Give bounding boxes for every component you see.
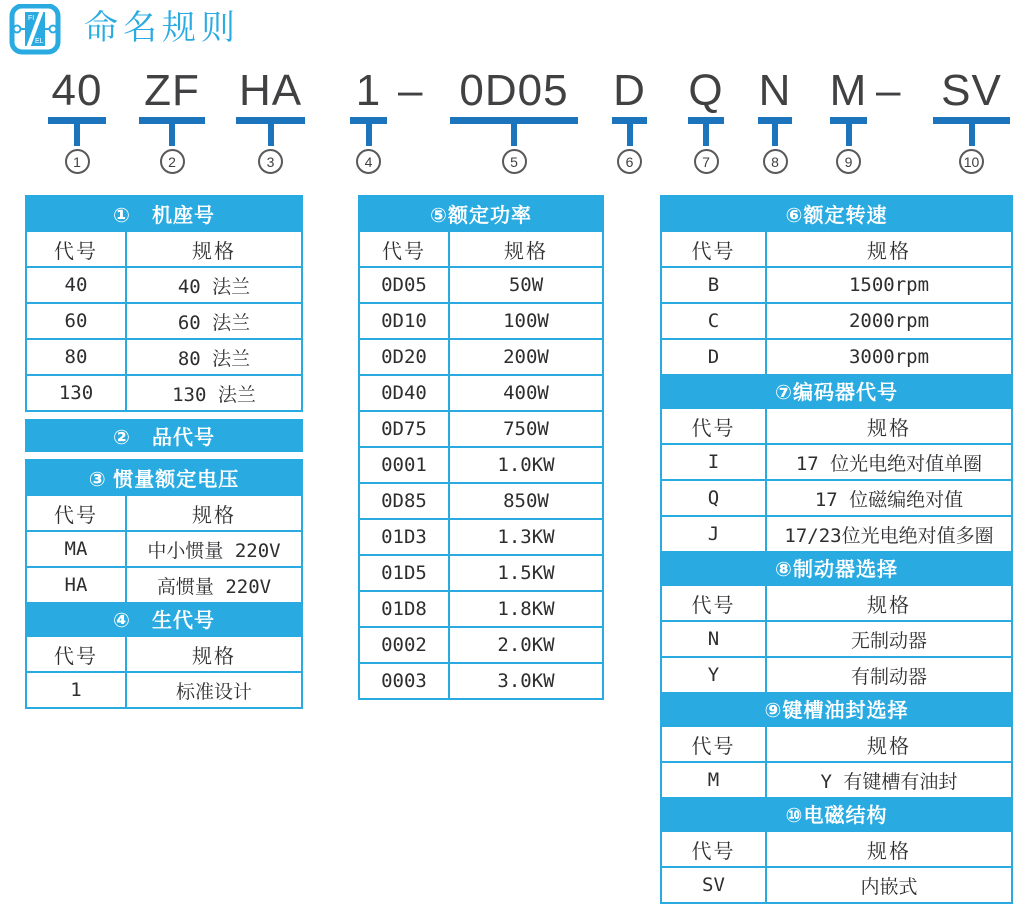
table-row	[360, 482, 602, 518]
code-cell: Q	[662, 481, 767, 515]
code-column-header: 代号	[662, 727, 767, 761]
segment-tick	[169, 124, 175, 146]
spec-column-header: 规格	[192, 645, 236, 668]
table-row	[27, 266, 301, 302]
column-header-row	[27, 635, 301, 671]
section-header-magnetic-structure: ⑩电磁结构	[662, 797, 1011, 830]
code-column-header: 代号	[27, 232, 127, 266]
segment-tick	[511, 124, 517, 146]
code-segment-9	[830, 66, 867, 174]
code-cell: 0D20	[360, 340, 450, 374]
spec-cell: 60 法兰	[177, 311, 251, 334]
section-keyway-oil-seal-option	[662, 692, 1011, 797]
spec-cell: 1.5KW	[497, 562, 555, 584]
spec-cell: 3000rpm	[848, 346, 930, 368]
legend-column-middle	[358, 195, 604, 707]
code-segment-4	[350, 66, 387, 174]
legend-table-block	[660, 195, 1013, 904]
table-row	[662, 266, 1011, 302]
table-row	[662, 620, 1011, 656]
spec-cell: Y 有键槽有油封	[820, 770, 958, 793]
table-row	[27, 302, 301, 338]
table-row	[360, 626, 602, 662]
code-cell: M	[662, 763, 767, 797]
spec-cell: 内嵌式	[860, 875, 918, 898]
section-inertia-rated-voltage	[27, 461, 301, 602]
spec-cell: 750W	[503, 418, 549, 440]
code-segment-8	[758, 66, 792, 174]
code-segment-text: HA	[238, 66, 303, 115]
spec-column-header: 规格	[192, 240, 236, 263]
table-row	[27, 338, 301, 374]
code-cell: 0D10	[360, 304, 450, 338]
spec-cell: 100W	[503, 310, 549, 332]
section-design-code	[27, 602, 301, 707]
segment-underline	[830, 117, 867, 124]
section-header-inertia-rated-voltage: ③ 惯量额定电压	[27, 461, 301, 494]
code-segment-1	[48, 66, 106, 174]
code-cell: N	[662, 622, 767, 656]
legend-table-block	[25, 419, 303, 452]
legend-column-right	[660, 195, 1013, 911]
legend-column-left	[25, 195, 303, 716]
table-row	[662, 656, 1011, 692]
spec-cell: 130 法兰	[172, 383, 256, 406]
spec-cell: 1.3KW	[497, 526, 555, 548]
segment-underline	[350, 117, 387, 124]
section-rated-power	[360, 197, 602, 698]
table-row	[662, 443, 1011, 479]
code-cell: 0D40	[360, 376, 450, 410]
code-segment-text: D	[613, 66, 646, 115]
code-segment-text: 1	[355, 66, 382, 115]
table-row	[360, 410, 602, 446]
segment-tick	[969, 124, 975, 146]
spec-column-header: 规格	[504, 240, 548, 263]
segment-number-badge: 10	[959, 149, 984, 174]
code-cell: MA	[27, 532, 127, 566]
code-column-header: 代号	[27, 637, 127, 671]
table-row	[27, 530, 301, 566]
column-header-row	[360, 230, 602, 266]
spec-cell: 80 法兰	[177, 347, 251, 370]
spec-cell: 17 位光电绝对值单圈	[795, 452, 983, 475]
segment-tick	[703, 124, 709, 146]
segment-underline	[612, 117, 647, 124]
code-cell: 01D8	[360, 592, 450, 626]
section-header-product-code: ② 品代号	[25, 419, 303, 452]
code-cell: 0003	[360, 664, 450, 698]
code-cell: D	[662, 340, 767, 374]
code-segment-text: N	[758, 66, 792, 115]
spec-column-header: 规格	[867, 735, 911, 758]
code-segment-6	[612, 66, 647, 174]
section-encoder-code	[662, 374, 1011, 551]
code-cell: 60	[27, 304, 127, 338]
code-segment-text: M	[829, 66, 868, 115]
segment-tick	[366, 124, 372, 146]
code-cell: 0D85	[360, 484, 450, 518]
section-header-rated-power: ⑤额定功率	[360, 197, 602, 230]
spec-column-header: 规格	[867, 417, 911, 440]
segment-number-badge: 8	[763, 149, 788, 174]
code-segment-7	[688, 66, 724, 174]
column-header-row	[662, 584, 1011, 620]
table-row	[27, 374, 301, 410]
code-dash: –	[398, 66, 423, 115]
segment-tick	[268, 124, 274, 146]
table-row	[662, 479, 1011, 515]
svg-text:FI: FI	[28, 15, 35, 22]
table-row	[662, 515, 1011, 551]
section-brake-option	[662, 551, 1011, 692]
code-cell: B	[662, 268, 767, 302]
code-cell: J	[662, 517, 767, 551]
table-row	[27, 671, 301, 707]
table-row	[360, 266, 602, 302]
spec-column-header: 规格	[867, 240, 911, 263]
section-product-code	[25, 419, 303, 452]
legend-table-block	[358, 195, 604, 700]
section-header-design-code: ④ 生代号	[27, 602, 301, 635]
spec-cell: 850W	[503, 490, 549, 512]
section-rated-speed	[662, 197, 1011, 374]
segment-underline	[933, 117, 1010, 124]
code-cell: 130	[27, 376, 127, 410]
spec-cell: 50W	[508, 274, 544, 296]
table-row	[662, 866, 1011, 902]
code-cell: 0002	[360, 628, 450, 662]
column-header-row	[662, 230, 1011, 266]
code-cell: 01D3	[360, 520, 450, 554]
code-dash: –	[876, 66, 901, 115]
segment-number-badge: 3	[258, 149, 283, 174]
column-header-row	[27, 494, 301, 530]
code-cell: 0D05	[360, 268, 450, 302]
code-segment-text: 0D05	[459, 66, 569, 115]
segment-number-badge: 6	[617, 149, 642, 174]
code-column-header: 代号	[662, 586, 767, 620]
segment-tick	[772, 124, 778, 146]
spec-cell: 中小惯量 220V	[147, 539, 281, 562]
segment-tick	[846, 124, 852, 146]
section-frame-size	[27, 197, 301, 410]
spec-cell: 40 法兰	[177, 275, 251, 298]
spec-column-header: 规格	[867, 594, 911, 617]
spec-cell: 1.0KW	[497, 454, 555, 476]
table-row	[662, 761, 1011, 797]
code-column-header: 代号	[360, 232, 450, 266]
spec-cell: 400W	[503, 382, 549, 404]
section-header-encoder-code: ⑦编码器代号	[662, 374, 1011, 407]
column-header-row	[662, 830, 1011, 866]
table-row	[360, 518, 602, 554]
segment-underline	[758, 117, 792, 124]
code-column-header: 代号	[662, 232, 767, 266]
code-cell: 80	[27, 340, 127, 374]
code-cell: 40	[27, 268, 127, 302]
code-column-header: 代号	[662, 409, 767, 443]
code-segment-text: ZF	[144, 66, 200, 115]
table-row	[360, 338, 602, 374]
segment-number-badge: 4	[356, 149, 381, 174]
code-cell: 01D5	[360, 556, 450, 590]
table-row	[360, 374, 602, 410]
table-row	[360, 554, 602, 590]
spec-column-header: 规格	[867, 840, 911, 863]
code-cell: 0D75	[360, 412, 450, 446]
segment-number-badge: 5	[502, 149, 527, 174]
model-code-line	[0, 0, 1017, 190]
code-segment-2	[139, 66, 205, 174]
spec-cell: 标准设计	[175, 680, 252, 703]
code-segment-10	[933, 66, 1010, 174]
table-row	[360, 590, 602, 626]
page-title: 命名规则	[84, 9, 240, 47]
spec-cell: 200W	[503, 346, 549, 368]
segment-tick	[74, 124, 80, 146]
segment-number-badge: 2	[160, 149, 185, 174]
segment-number-badge: 1	[65, 149, 90, 174]
section-magnetic-structure	[662, 797, 1011, 902]
segment-underline	[236, 117, 305, 124]
spec-column-header: 规格	[192, 504, 236, 527]
spec-cell: 17 位磁编绝对值	[814, 488, 964, 511]
table-row	[662, 338, 1011, 374]
spec-cell: 高惯量 220V	[156, 575, 272, 598]
section-header-frame-size: ① 机座号	[27, 197, 301, 230]
code-segment-5	[450, 66, 578, 174]
spec-cell: 无制动器	[850, 629, 927, 652]
code-column-header: 代号	[662, 832, 767, 866]
code-segment-3	[236, 66, 305, 174]
code-cell: SV	[662, 868, 767, 902]
spec-cell: 2.0KW	[497, 634, 555, 656]
spec-cell: 1.8KW	[497, 598, 555, 620]
code-cell: C	[662, 304, 767, 338]
table-row	[27, 566, 301, 602]
segment-number-badge: 9	[836, 149, 861, 174]
segment-number-badge: 7	[694, 149, 719, 174]
spec-cell: 17/23位光电绝对值多圈	[784, 524, 994, 547]
code-segment-text: SV	[941, 66, 1002, 115]
svg-text:EL: EL	[35, 38, 44, 45]
column-header-row	[662, 725, 1011, 761]
table-row	[662, 302, 1011, 338]
table-row	[360, 662, 602, 698]
code-segment-text: Q	[688, 66, 724, 115]
spec-cell: 有制动器	[850, 665, 927, 688]
legend-table-block	[25, 195, 303, 412]
code-cell: HA	[27, 568, 127, 602]
code-cell: 1	[27, 673, 127, 707]
legend-table-block	[25, 459, 303, 709]
column-header-row	[27, 230, 301, 266]
code-cell: I	[662, 445, 767, 479]
table-row	[360, 302, 602, 338]
segment-tick	[627, 124, 633, 146]
segment-underline	[688, 117, 724, 124]
segment-underline	[48, 117, 106, 124]
spec-cell: 1500rpm	[848, 274, 930, 296]
section-header-keyway-oil-seal-option: ⑨键槽油封选择	[662, 692, 1011, 725]
section-header-brake-option: ⑧制动器选择	[662, 551, 1011, 584]
code-cell: 0001	[360, 448, 450, 482]
segment-underline	[139, 117, 205, 124]
section-header-rated-speed: ⑥额定转速	[662, 197, 1011, 230]
column-header-row	[662, 407, 1011, 443]
spec-cell: 2000rpm	[848, 310, 930, 332]
code-column-header: 代号	[27, 496, 127, 530]
code-cell: Y	[662, 658, 767, 692]
segment-underline	[450, 117, 578, 124]
code-segment-text: 40	[51, 66, 103, 115]
table-row	[360, 446, 602, 482]
spec-cell: 3.0KW	[497, 670, 555, 692]
